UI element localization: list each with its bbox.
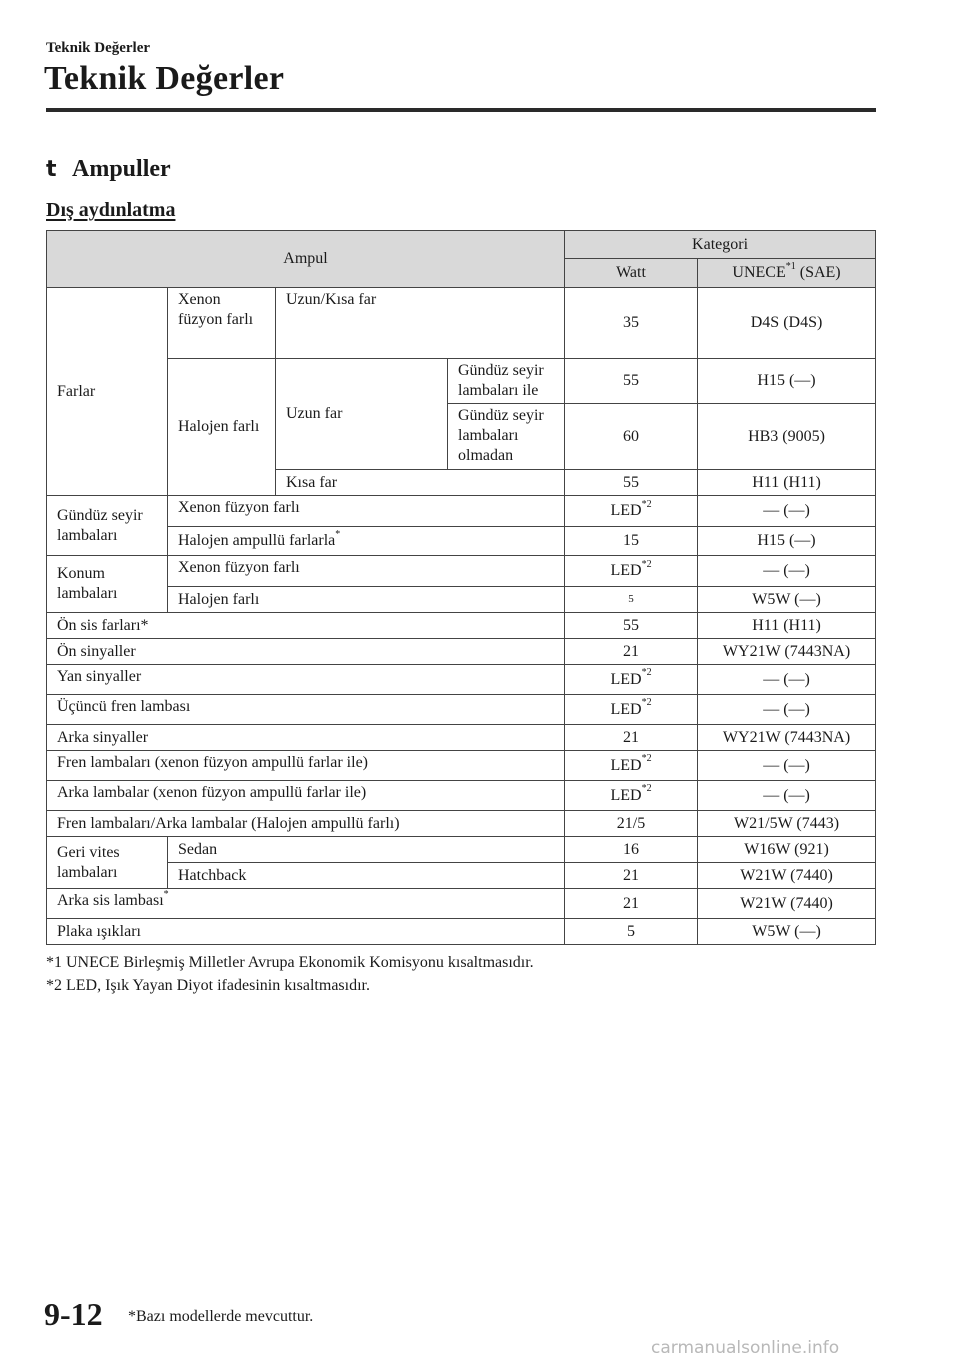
category-cell: H15 (—): [698, 527, 876, 556]
table-row: [47, 359, 876, 404]
table-row: [47, 837, 876, 863]
title-rule: [46, 108, 876, 112]
row-label: [47, 695, 565, 725]
row-label: Uzun far: [276, 359, 448, 470]
category-cell: WY21W (7443NA): [698, 639, 876, 665]
watt-text: LED: [610, 756, 642, 774]
table-row: [47, 863, 876, 889]
group-konum: Konum lambaları: [47, 556, 168, 613]
watt-cell: [565, 811, 698, 837]
watt-cell: [565, 613, 698, 639]
table-row: [47, 751, 876, 781]
table-row: [47, 587, 876, 613]
row-label: Gündüz seyir lambaları ile: [448, 359, 565, 404]
header-sae-text: (SAE): [795, 264, 841, 281]
watt-text: 21: [623, 642, 640, 660]
table-row: [47, 556, 876, 587]
row-label: Xenon füzyon farlı: [168, 496, 565, 527]
table-row: [47, 919, 876, 945]
header-unece-text: UNECE: [732, 264, 786, 281]
tail-rows: [47, 889, 876, 945]
row-label: [47, 665, 565, 695]
row-label-text: Üçüncü fren lambası: [57, 698, 191, 715]
subsection-heading: Dış aydınlatma: [46, 199, 176, 221]
row-label: Xenon füzyon farlı: [168, 556, 565, 587]
row-label: Kısa far: [276, 470, 565, 496]
row-label: Halojen farlı: [168, 587, 565, 613]
row-label: Sedan: [168, 837, 565, 863]
watt-text: LED: [610, 562, 642, 579]
footnote-ref: *2: [641, 697, 652, 709]
category-cell: W5W (—): [698, 587, 876, 613]
category-cell: HB3 (9005): [698, 404, 876, 470]
row-label-text: Ön sinyaller: [57, 642, 136, 660]
header-watt: Watt: [565, 259, 698, 288]
simple-rows: [47, 613, 876, 837]
category-cell: — (—): [698, 751, 876, 781]
section-heading-text: Ampuller: [72, 156, 171, 182]
watt-text: 55: [623, 616, 640, 634]
table-row: [47, 639, 876, 665]
category-cell: H11 (H11): [698, 613, 876, 639]
footnote-ref: *2: [641, 558, 652, 570]
watt-cell: 15: [565, 527, 698, 556]
row-label: [47, 751, 565, 781]
category-cell: — (—): [698, 695, 876, 725]
category-cell: W21W (7440): [698, 863, 876, 889]
footnote-2: *2 LED, Işık Yayan Diyot ifadesinin kısaltmasıdır.: [46, 977, 370, 994]
watt-text: 5: [627, 922, 636, 940]
bulb-table: [46, 230, 876, 945]
row-label: [47, 639, 565, 665]
table-row: [47, 725, 876, 751]
page-title: Teknik Değerler: [44, 60, 285, 97]
header-unece: [698, 259, 876, 288]
category-cell: — (—): [698, 665, 876, 695]
category-cell: — (—): [698, 496, 876, 527]
page-footnote: *Bazı modellerde mevcuttur.: [128, 1308, 314, 1325]
row-label: Halojen farlı: [168, 359, 276, 496]
row-label: Hatchback: [168, 863, 565, 889]
table-row: [47, 496, 876, 527]
row-label: [47, 919, 565, 945]
table-row: [47, 889, 876, 919]
category-cell: WY21W (7443NA): [698, 725, 876, 751]
watt-cell: 5: [565, 587, 698, 613]
running-head: Teknik Değerler: [46, 40, 151, 56]
category-cell: W5W (—): [698, 919, 876, 945]
row-label-text: Arka sis lambası: [57, 892, 164, 909]
row-label-text: Ön sis farları*: [57, 616, 149, 634]
category-cell: — (—): [698, 556, 876, 587]
row-label: [168, 527, 565, 556]
table-row: [47, 665, 876, 695]
row-label-text: Yan sinyaller: [57, 668, 142, 685]
row-label: [47, 725, 565, 751]
table-row: [47, 695, 876, 725]
category-cell: H15 (—): [698, 359, 876, 404]
page-number: 9-12: [44, 1296, 103, 1332]
category-cell: W21W (7440): [698, 889, 876, 919]
watt-cell: [565, 496, 698, 527]
category-cell: W21/5W (7443): [698, 811, 876, 837]
watt-text: LED: [610, 786, 642, 804]
table-row: [47, 288, 876, 359]
row-label: Xenon füzyon farlı: [168, 288, 276, 359]
watt-cell: [565, 665, 698, 695]
footnote-ref: *2: [641, 667, 652, 679]
row-label: [47, 613, 565, 639]
watt-cell: 35: [565, 288, 698, 359]
footnote-ref: *2: [641, 498, 652, 510]
watt-cell: [565, 639, 698, 665]
watt-cell: [565, 695, 698, 725]
watt-cell: 55: [565, 470, 698, 496]
group-farlar: Farlar: [47, 288, 168, 496]
category-cell: W16W (921): [698, 837, 876, 863]
watt-cell: [565, 556, 698, 587]
header-kategori: Kategori: [565, 231, 876, 259]
watt-cell: [565, 919, 698, 945]
row-label-text: Fren lambaları (xenon füzyon ampullü farlar ile): [57, 754, 368, 771]
watt-text: 21/5: [616, 814, 646, 832]
watt-cell: [565, 889, 698, 919]
watermark: carmanualsonline.info: [651, 1338, 840, 1358]
footnote-ref: *1: [785, 260, 796, 272]
row-label: Gündüz seyir lambaları olmadan: [448, 404, 565, 470]
watt-cell: 21: [565, 863, 698, 889]
row-label-text: Plaka ışıkları: [57, 922, 141, 940]
row-label-text: Arka sinyaller: [57, 728, 149, 746]
category-cell: D4S (D4S): [698, 288, 876, 359]
section-heading: [46, 156, 171, 183]
footnote-ref: *: [163, 888, 169, 900]
footnote-ref: *2: [641, 753, 652, 765]
row-label: [47, 781, 565, 811]
row-label: [47, 889, 565, 919]
section-marker-icon: t: [46, 157, 57, 182]
footnote-1: *1 UNECE Birleşmiş Milletler Avrupa Ekonomik Komisyonu kısaltmasıdır.: [46, 954, 534, 971]
watt-cell: [565, 781, 698, 811]
watt-text: LED: [610, 700, 642, 718]
watt-cell: [565, 725, 698, 751]
table-row: [47, 613, 876, 639]
watt-text: LED: [610, 502, 642, 519]
row-label-text: Halojen ampullü farlarla: [178, 532, 336, 549]
header-ampul: Ampul: [47, 231, 565, 288]
category-cell: H11 (H11): [698, 470, 876, 496]
watt-cell: 55: [565, 359, 698, 404]
table-row: [47, 527, 876, 556]
table-row: [47, 781, 876, 811]
footnote-ref: *: [335, 528, 341, 540]
group-gunduz: Gündüz seyir lambaları: [47, 496, 168, 556]
watt-cell: [565, 751, 698, 781]
row-label-text: Arka lambalar (xenon füzyon ampullü farlar ile): [57, 784, 367, 801]
row-label-text: Fren lambaları/Arka lambalar (Halojen ampullü farlı): [57, 814, 400, 832]
row-label: Uzun/Kısa far: [276, 288, 565, 359]
row-label: [47, 811, 565, 837]
watt-text: 21: [623, 894, 640, 912]
watt-cell: 16: [565, 837, 698, 863]
group-geri: Geri vites lambaları: [47, 837, 168, 889]
table-row: [47, 811, 876, 837]
watt-text: 21: [623, 728, 640, 746]
category-cell: — (—): [698, 781, 876, 811]
watt-cell: 60: [565, 404, 698, 470]
watt-text: LED: [610, 670, 642, 688]
footnote-ref: *2: [641, 783, 652, 795]
